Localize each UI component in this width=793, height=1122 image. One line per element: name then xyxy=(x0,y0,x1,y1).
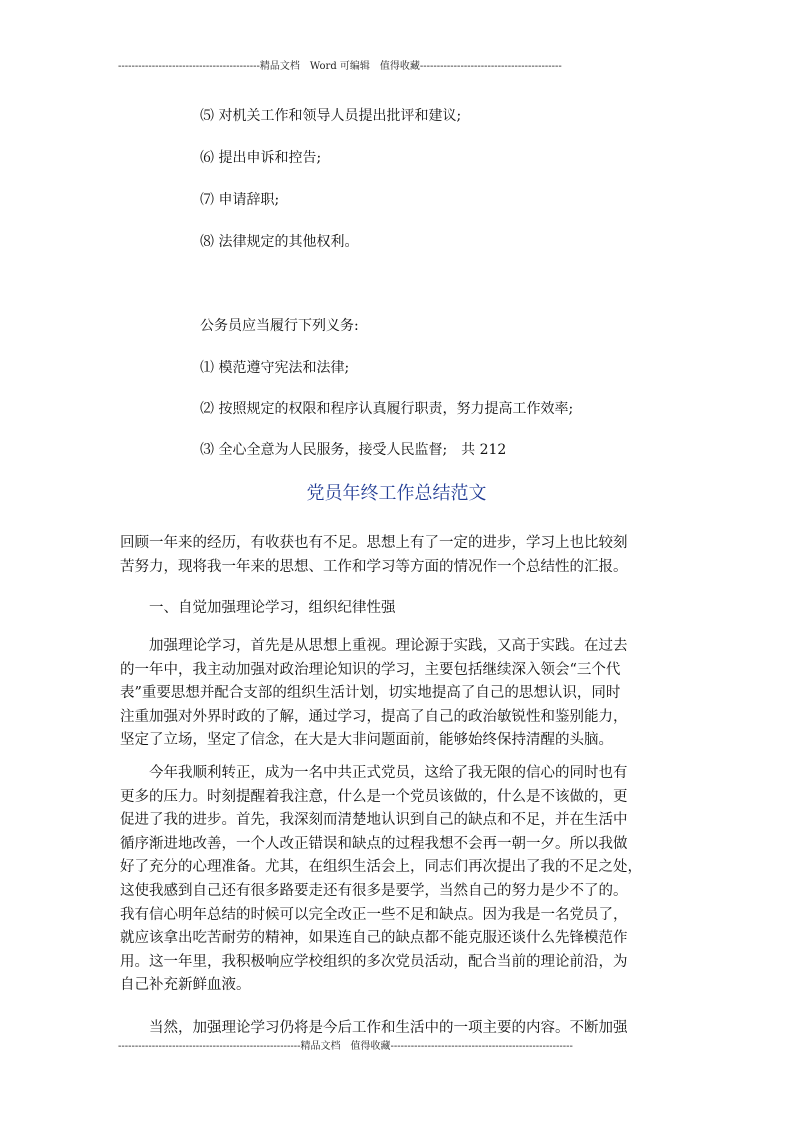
page-header: ------------------------------------------精品文档 Word 可编辑 值得收藏------------------------------------------ xyxy=(118,61,562,72)
duties-item-1: ⑴ 模范遵守宪法和法律; xyxy=(200,360,350,376)
text-line: 的一年中，我主动加强对政治理论知识的学习，主要包括继续深入领会“三个代 xyxy=(120,661,621,678)
paragraph-intro xyxy=(120,532,675,579)
text-line: 今年我顺利转正，成为一名中共正式党员，这给了我无限的信心的同时也有 xyxy=(120,765,628,781)
text-line: 一、自觉加强理论学习，组织纪律性强 xyxy=(120,600,396,616)
text-line: 用。这一年里，我积极响应学校组织的多次党员活动，配合当前的理论前沿，为 xyxy=(120,953,628,970)
text-line: 好了充分的心理准备。尤其，在组织生活会上，同志们再次提出了我的不足之处， xyxy=(120,859,642,876)
text-line: 更多的压力。时刻提醒着我注意，什么是一个党员该做的，什么是不该做的，更 xyxy=(120,788,628,805)
text-line: 这使我感到自己还有很多路要走还有很多是要学，当然自己的努力是少不了的。 xyxy=(120,882,628,899)
paragraph-membership xyxy=(120,762,675,998)
text-line: 就应该拿出吃苦耐劳的精神，如果连自己的缺点都不能克服还谈什么先锋模范作 xyxy=(120,930,628,947)
text-line: 当然，加强理论学习仍将是今后工作和生活中的一项主要的内容。不断加强 xyxy=(120,1020,628,1036)
text-line: 表”重要思想并配合支部的组织生活计划，切实地提高了自己的思想认识，同时 xyxy=(120,685,621,702)
text-line: 自己补充新鲜血液。 xyxy=(120,977,251,994)
section-heading-1 xyxy=(120,597,675,621)
page-footer: ------------------------------------------------------精品文档 值得收藏------------------------------------------------------ xyxy=(118,1041,573,1052)
rights-item-8: ⑻ 法律规定的其他权利。 xyxy=(200,234,359,250)
rights-item-7: ⑺ 申请辞职; xyxy=(200,192,280,208)
text-line: 我有信心明年总结的时候可以完全改正一些不足和缺点。因为我是一名党员了， xyxy=(120,906,628,923)
paragraph-theory xyxy=(120,635,675,753)
text-line: 苦努力，现将我一年来的思想、工作和学习等方面的情况作一个总结性的汇报。 xyxy=(120,558,628,575)
paragraph-closing xyxy=(120,1017,675,1041)
duties-item-3: ⑶ 全心全意为人民服务，接受人民监督; 共 212 xyxy=(200,442,507,458)
text-line: 回顾一年来的经历，有收获也有不足。思想上有了一定的进步，学习上也比较刻 xyxy=(120,535,628,551)
duties-intro: 公务员应当履行下列义务: xyxy=(200,318,359,334)
text-line: 加强理论学习，首先是从思想上重视。理论源于实践，又高于实践。在过去 xyxy=(120,638,628,654)
rights-item-6: ⑹ 提出申诉和控告; xyxy=(200,150,322,166)
text-line: 坚定了立场，坚定了信念，在大是大非问题面前，能够始终保持清醒的头脑。 xyxy=(120,732,613,749)
text-line: 促进了我的进步。首先，我深刻而清楚地认识到自己的缺点和不足，并在生活中 xyxy=(120,812,628,829)
text-line: 循序渐进地改善，一个人改正错误和缺点的过程我想不会再一朝一夕。所以我做 xyxy=(120,835,628,852)
duties-item-2: ⑵ 按照规定的权限和程序认真履行职责，努力提高工作效率; xyxy=(200,401,574,417)
rights-item-5: ⑸ 对机关工作和领导人员提出批评和建议; xyxy=(200,108,462,124)
text-line: 注重加强对外界时政的了解，通过学习，提高了自己的政治敏锐性和鉴别能力， xyxy=(120,708,628,725)
article-title: 党员年终工作总结范文 xyxy=(306,483,487,504)
